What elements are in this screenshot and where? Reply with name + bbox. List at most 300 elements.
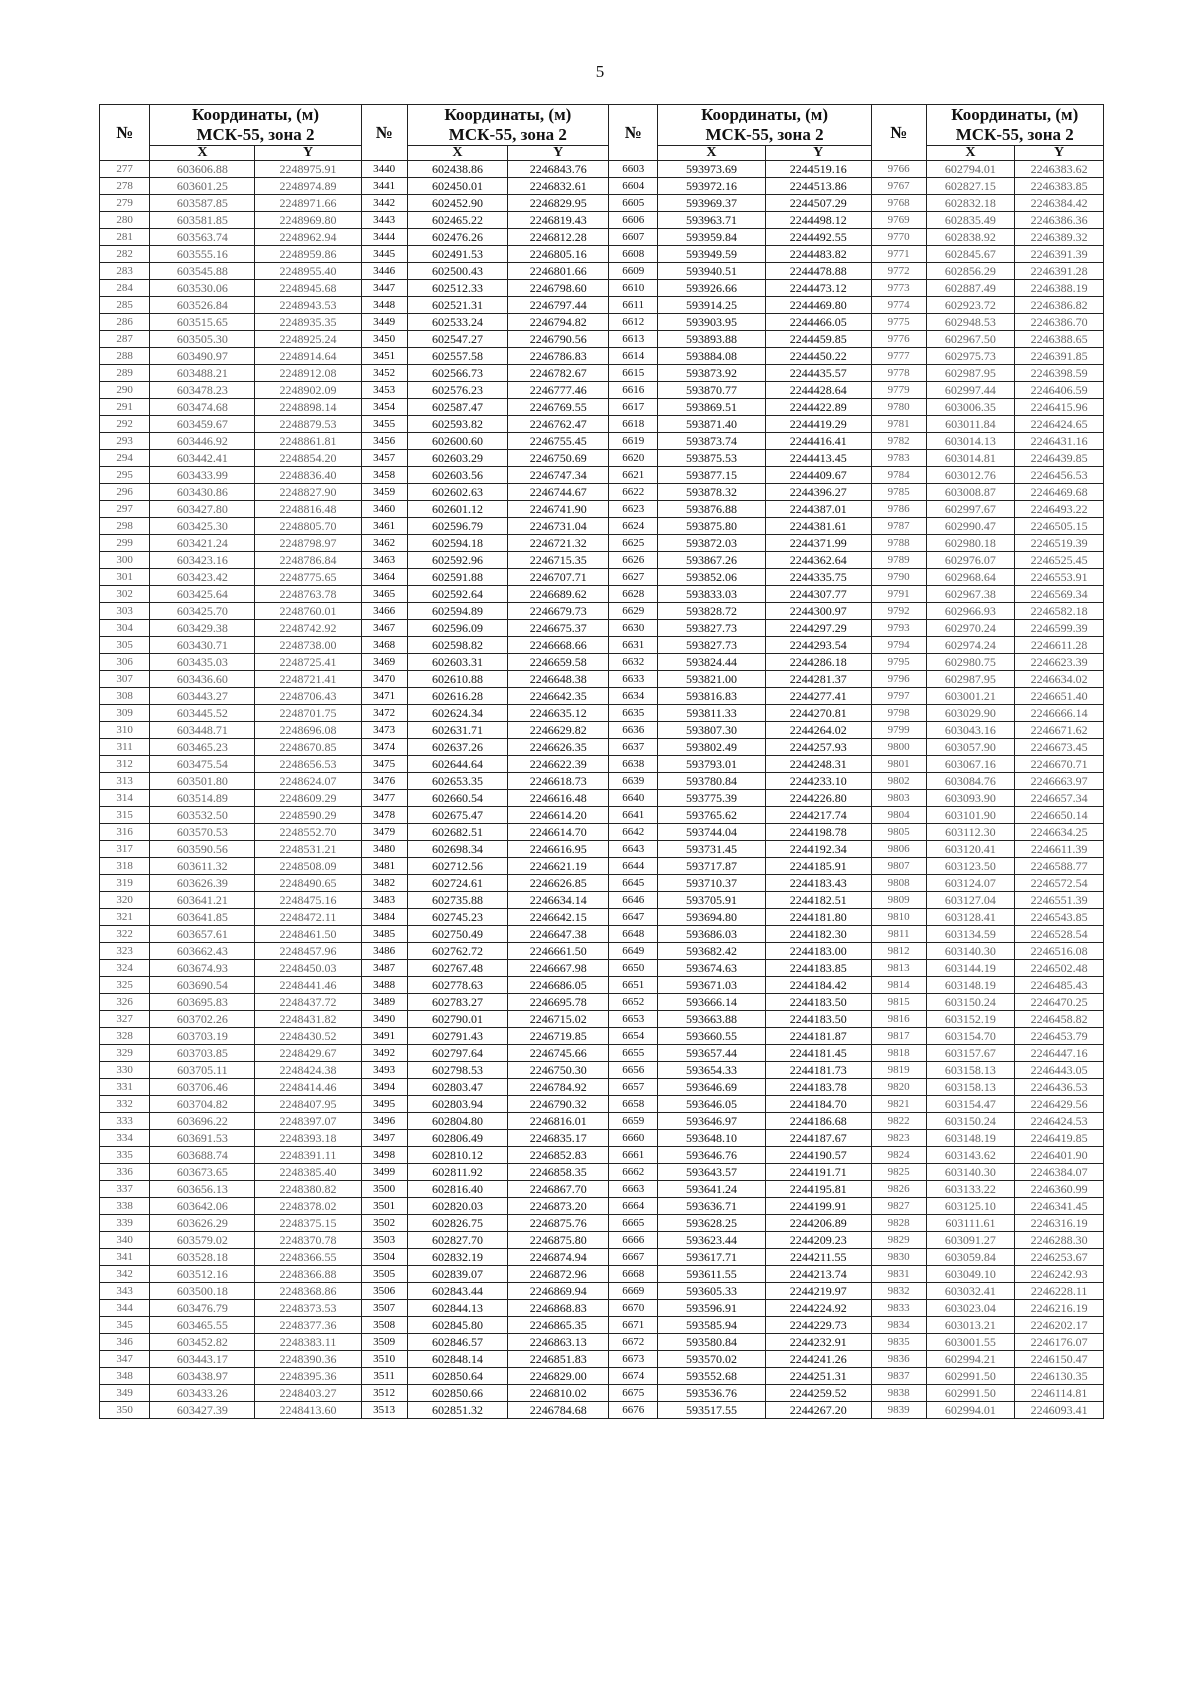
x-coordinate: 603128.41 [926,909,1015,926]
x-coordinate: 603430.71 [150,637,255,654]
y-coordinate: 2246401.90 [1015,1147,1104,1164]
x-coordinate: 602547.27 [407,331,508,348]
coord-header [658,105,871,146]
point-number: 6636 [609,722,658,739]
y-coordinate: 2248375.15 [255,1215,361,1232]
y-coordinate: 2244191.71 [765,1164,871,1181]
x-coordinate: 602804.80 [407,1113,508,1130]
point-number: 6666 [609,1232,658,1249]
y-coordinate: 2246667.98 [508,960,609,977]
point-number: 6672 [609,1334,658,1351]
y-coordinate: 2246647.38 [508,926,609,943]
y-coordinate: 2248457.96 [255,943,361,960]
y-coordinate: 2246386.82 [1015,297,1104,314]
point-number: 6661 [609,1147,658,1164]
axis-header-row [100,146,1104,161]
point-number: 9836 [871,1351,926,1368]
y-coordinate: 2246621.19 [508,858,609,875]
x-coordinate: 602791.43 [407,1028,508,1045]
point-number: 317 [100,841,150,858]
y-coordinate: 2244466.05 [765,314,871,331]
x-coordinate: 593852.06 [658,569,765,586]
point-number: 6621 [609,467,658,484]
point-number: 9812 [871,943,926,960]
point-number: 9801 [871,756,926,773]
x-coordinate: 602843.44 [407,1283,508,1300]
point-number: 3501 [361,1198,407,1215]
y-coordinate: 2248441.46 [255,977,361,994]
x-coordinate: 602745.23 [407,909,508,926]
x-coordinate: 593552.68 [658,1368,765,1385]
x-coordinate: 593671.03 [658,977,765,994]
y-coordinate: 2248590.29 [255,807,361,824]
x-coordinate: 603703.19 [150,1028,255,1045]
y-coordinate: 2244183.50 [765,1011,871,1028]
x-coordinate: 603581.85 [150,212,255,229]
x-coordinate: 593875.80 [658,518,765,535]
point-number: 279 [100,195,150,212]
point-number: 3461 [361,518,407,535]
x-coordinate: 603430.86 [150,484,255,501]
table-row [100,1011,1104,1028]
x-coordinate: 602832.18 [926,195,1015,212]
point-number: 3490 [361,1011,407,1028]
x-coordinate: 602778.63 [407,977,508,994]
point-number: 3441 [361,178,407,195]
y-coordinate: 2244187.67 [765,1130,871,1147]
x-coordinate: 602844.13 [407,1300,508,1317]
x-coordinate: 603696.22 [150,1113,255,1130]
point-number: 9803 [871,790,926,807]
x-coordinate: 602587.47 [407,399,508,416]
table-row [100,807,1104,824]
x-coordinate: 603465.55 [150,1317,255,1334]
point-number: 6654 [609,1028,658,1045]
point-number: 3497 [361,1130,407,1147]
table-row [100,1300,1104,1317]
x-coordinate: 602987.95 [926,365,1015,382]
point-number: 6648 [609,926,658,943]
y-coordinate: 2248395.36 [255,1368,361,1385]
y-coordinate: 2248472.11 [255,909,361,926]
y-coordinate: 2246745.66 [508,1045,609,1062]
x-coordinate: 602675.47 [407,807,508,824]
y-coordinate: 2244183.85 [765,960,871,977]
table-row [100,977,1104,994]
x-coordinate: 593873.92 [658,365,765,382]
x-header: X [150,146,255,161]
x-coordinate: 603443.27 [150,688,255,705]
point-number: 6673 [609,1351,658,1368]
table-row [100,960,1104,977]
x-coordinate: 603642.06 [150,1198,255,1215]
point-number: 6626 [609,552,658,569]
point-number: 9815 [871,994,926,1011]
point-number: 343 [100,1283,150,1300]
x-coordinate: 602491.53 [407,246,508,263]
x-coordinate: 602594.89 [407,603,508,620]
point-number: 319 [100,875,150,892]
y-coordinate: 2246622.39 [508,756,609,773]
y-coordinate: 2246741.90 [508,501,609,518]
x-coordinate: 603012.76 [926,467,1015,484]
table-row [100,416,1104,433]
point-number: 6670 [609,1300,658,1317]
x-coordinate: 602592.96 [407,552,508,569]
y-coordinate: 2246431.16 [1015,433,1104,450]
point-number: 3493 [361,1062,407,1079]
point-number: 6665 [609,1215,658,1232]
y-coordinate: 2248531.21 [255,841,361,858]
x-coordinate: 602767.48 [407,960,508,977]
point-number: 280 [100,212,150,229]
y-coordinate: 2246805.16 [508,246,609,263]
point-number: 6627 [609,569,658,586]
coord-header [926,105,1103,146]
x-coordinate: 593765.62 [658,807,765,824]
x-coordinate: 602566.73 [407,365,508,382]
y-coordinate: 2246519.39 [1015,535,1104,552]
y-coordinate: 2248429.67 [255,1045,361,1062]
y-coordinate: 2246642.35 [508,688,609,705]
x-coordinate: 603526.84 [150,297,255,314]
y-coordinate: 2244185.91 [765,858,871,875]
point-number: 9833 [871,1300,926,1317]
table-row [100,1130,1104,1147]
x-coordinate: 593869.51 [658,399,765,416]
point-number: 9818 [871,1045,926,1062]
y-coordinate: 2248945.68 [255,280,361,297]
x-coordinate: 603515.65 [150,314,255,331]
x-coordinate: 603154.70 [926,1028,1015,1045]
y-coordinate: 2246689.62 [508,586,609,603]
point-number: 6608 [609,246,658,263]
point-number: 9784 [871,467,926,484]
point-number: 9804 [871,807,926,824]
point-number: 3495 [361,1096,407,1113]
x-coordinate: 603023.04 [926,1300,1015,1317]
y-coordinate: 2244213.74 [765,1266,871,1283]
x-coordinate: 603111.61 [926,1215,1015,1232]
point-number: 6643 [609,841,658,858]
point-number: 9809 [871,892,926,909]
y-coordinate: 2244184.70 [765,1096,871,1113]
x-coordinate: 602835.49 [926,212,1015,229]
x-coordinate: 603043.16 [926,722,1015,739]
point-number: 9810 [871,909,926,926]
point-number: 3508 [361,1317,407,1334]
y-coordinate: 2248955.40 [255,263,361,280]
y-coordinate: 2246634.02 [1015,671,1104,688]
x-coordinate: 593596.91 [658,1300,765,1317]
x-coordinate: 593705.91 [658,892,765,909]
y-coordinate: 2246525.45 [1015,552,1104,569]
coord-header [150,105,361,146]
y-coordinate: 2248969.80 [255,212,361,229]
y-coordinate: 2246572.54 [1015,875,1104,892]
point-number: 6619 [609,433,658,450]
x-coordinate: 603001.21 [926,688,1015,705]
point-number: 320 [100,892,150,909]
x-coordinate: 602476.26 [407,229,508,246]
y-coordinate: 2246867.70 [508,1181,609,1198]
point-number: 325 [100,977,150,994]
x-coordinate: 593517.55 [658,1402,765,1419]
y-coordinate: 2248431.82 [255,1011,361,1028]
point-number: 6632 [609,654,658,671]
x-coordinate: 603150.24 [926,1113,1015,1130]
x-coordinate: 602735.88 [407,892,508,909]
y-coordinate: 2248775.65 [255,569,361,586]
y-coordinate: 2248393.18 [255,1130,361,1147]
y-coordinate: 2246599.39 [1015,620,1104,637]
point-number: 301 [100,569,150,586]
x-coordinate: 603124.07 [926,875,1015,892]
point-number: 284 [100,280,150,297]
point-number: 3511 [361,1368,407,1385]
point-number: 6630 [609,620,658,637]
y-coordinate: 2248490.65 [255,875,361,892]
point-number: 282 [100,246,150,263]
y-coordinate: 2244270.81 [765,705,871,722]
point-number: 347 [100,1351,150,1368]
y-coordinate: 2244519.16 [765,161,871,178]
point-number: 293 [100,433,150,450]
x-coordinate: 603442.41 [150,450,255,467]
y-coordinate: 2246797.44 [508,297,609,314]
x-coordinate: 593580.84 [658,1334,765,1351]
point-number: 3494 [361,1079,407,1096]
y-coordinate: 2246447.16 [1015,1045,1104,1062]
point-number: 6631 [609,637,658,654]
x-coordinate: 603140.30 [926,943,1015,960]
y-coordinate: 2248656.53 [255,756,361,773]
y-coordinate: 2246819.43 [508,212,609,229]
y-coordinate: 2244181.73 [765,1062,871,1079]
y-coordinate: 2248397.07 [255,1113,361,1130]
point-number: 6639 [609,773,658,790]
y-coordinate: 2246415.96 [1015,399,1104,416]
x-coordinate: 602974.24 [926,637,1015,654]
table-row [100,1232,1104,1249]
x-coordinate: 603443.17 [150,1351,255,1368]
y-coordinate: 2248552.70 [255,824,361,841]
x-coordinate: 593646.76 [658,1147,765,1164]
y-coordinate: 2246798.60 [508,280,609,297]
y-coordinate: 2248879.53 [255,416,361,433]
table-row [100,739,1104,756]
point-number: 3504 [361,1249,407,1266]
point-number: 3505 [361,1266,407,1283]
y-coordinate: 2246093.41 [1015,1402,1104,1419]
y-coordinate: 2246869.94 [508,1283,609,1300]
x-coordinate: 603500.18 [150,1283,255,1300]
x-coordinate: 602850.64 [407,1368,508,1385]
y-coordinate: 2246801.66 [508,263,609,280]
point-number: 9791 [871,586,926,603]
point-number: 6675 [609,1385,658,1402]
point-number: 3489 [361,994,407,1011]
y-coordinate: 2244183.78 [765,1079,871,1096]
y-coordinate: 2246569.34 [1015,586,1104,603]
x-coordinate: 603154.47 [926,1096,1015,1113]
x-coordinate: 593871.40 [658,416,765,433]
point-number: 321 [100,909,150,926]
x-coordinate: 602827.15 [926,178,1015,195]
table-row [100,399,1104,416]
x-coordinate: 602698.34 [407,841,508,858]
point-number: 9816 [871,1011,926,1028]
x-coordinate: 602601.12 [407,501,508,518]
point-number: 294 [100,450,150,467]
y-coordinate: 2246790.56 [508,331,609,348]
point-number: 6674 [609,1368,658,1385]
y-coordinate: 2244483.82 [765,246,871,263]
table-row [100,552,1104,569]
x-coordinate: 603148.19 [926,977,1015,994]
table-row [100,943,1104,960]
x-coordinate: 593793.01 [658,756,765,773]
x-coordinate: 593963.71 [658,212,765,229]
y-header: Y [1015,146,1104,161]
x-coordinate: 602838.92 [926,229,1015,246]
x-coordinate: 602851.32 [407,1402,508,1419]
x-coordinate: 603601.25 [150,178,255,195]
point-number: 289 [100,365,150,382]
point-number: 3480 [361,841,407,858]
point-number: 337 [100,1181,150,1198]
y-coordinate: 2246469.68 [1015,484,1104,501]
x-coordinate: 603474.68 [150,399,255,416]
point-number: 9783 [871,450,926,467]
y-coordinate: 2246505.15 [1015,518,1104,535]
x-coordinate: 593682.42 [658,943,765,960]
point-number: 341 [100,1249,150,1266]
x-coordinate: 602750.49 [407,926,508,943]
x-coordinate: 593585.94 [658,1317,765,1334]
y-coordinate: 2248403.27 [255,1385,361,1402]
x-coordinate: 593816.83 [658,688,765,705]
y-coordinate: 2244419.29 [765,416,871,433]
y-coordinate: 2248624.07 [255,773,361,790]
y-coordinate: 2246406.59 [1015,382,1104,399]
point-number: 3444 [361,229,407,246]
point-number: 349 [100,1385,150,1402]
x-coordinate: 603448.71 [150,722,255,739]
x-coordinate: 602798.53 [407,1062,508,1079]
x-coordinate: 603127.04 [926,892,1015,909]
x-coordinate: 602966.93 [926,603,1015,620]
x-coordinate: 603423.16 [150,552,255,569]
point-number: 6611 [609,297,658,314]
point-number: 9805 [871,824,926,841]
x-coordinate: 602624.34 [407,705,508,722]
y-coordinate: 2244181.80 [765,909,871,926]
x-coordinate: 602810.12 [407,1147,508,1164]
x-coordinate: 602845.67 [926,246,1015,263]
y-coordinate: 2246616.48 [508,790,609,807]
point-number: 290 [100,382,150,399]
table-row [100,331,1104,348]
point-number: 3507 [361,1300,407,1317]
y-coordinate: 2246288.30 [1015,1232,1104,1249]
x-coordinate: 603606.88 [150,161,255,178]
y-coordinate: 2248407.95 [255,1096,361,1113]
y-coordinate: 2246852.83 [508,1147,609,1164]
x-coordinate: 593926.66 [658,280,765,297]
point-number: 6664 [609,1198,658,1215]
point-number: 3512 [361,1385,407,1402]
table-row [100,722,1104,739]
point-number: 9785 [871,484,926,501]
point-number: 9831 [871,1266,926,1283]
x-coordinate: 602976.07 [926,552,1015,569]
point-number: 3460 [361,501,407,518]
point-number: 277 [100,161,150,178]
x-coordinate: 603532.50 [150,807,255,824]
table-row [100,433,1104,450]
point-number: 9824 [871,1147,926,1164]
x-coordinate: 602576.23 [407,382,508,399]
y-coordinate: 2246829.00 [508,1368,609,1385]
point-number: 6655 [609,1045,658,1062]
y-coordinate: 2246750.69 [508,450,609,467]
y-coordinate: 2244192.34 [765,841,871,858]
y-coordinate: 2246634.25 [1015,824,1104,841]
y-coordinate: 2248370.78 [255,1232,361,1249]
x-coordinate: 603703.85 [150,1045,255,1062]
x-coordinate: 593646.69 [658,1079,765,1096]
x-coordinate: 593821.00 [658,671,765,688]
x-coordinate: 602811.92 [407,1164,508,1181]
point-number: 346 [100,1334,150,1351]
point-number: 9768 [871,195,926,212]
table-row [100,1045,1104,1062]
table-row [100,1402,1104,1419]
x-coordinate: 593731.45 [658,841,765,858]
x-coordinate: 603512.16 [150,1266,255,1283]
point-number: 3487 [361,960,407,977]
x-coordinate: 593674.63 [658,960,765,977]
point-number: 6653 [609,1011,658,1028]
y-coordinate: 2246744.67 [508,484,609,501]
y-coordinate: 2248413.60 [255,1402,361,1419]
y-coordinate: 2246812.28 [508,229,609,246]
x-coordinate: 602797.64 [407,1045,508,1062]
x-coordinate: 593827.73 [658,620,765,637]
y-coordinate: 2244409.67 [765,467,871,484]
y-coordinate: 2246670.71 [1015,756,1104,773]
y-coordinate: 2244478.88 [765,263,871,280]
point-number: 9839 [871,1402,926,1419]
x-coordinate: 602610.88 [407,671,508,688]
table-row [100,365,1104,382]
point-number: 281 [100,229,150,246]
point-number: 297 [100,501,150,518]
x-coordinate: 603505.30 [150,331,255,348]
x-header: X [407,146,508,161]
point-number: 6637 [609,739,658,756]
y-coordinate: 2246588.77 [1015,858,1104,875]
x-coordinate: 603032.41 [926,1283,1015,1300]
y-coordinate: 2246388.19 [1015,280,1104,297]
table-row [100,586,1104,603]
x-coordinate: 602970.24 [926,620,1015,637]
point-number: 6604 [609,178,658,195]
y-coordinate: 2248925.24 [255,331,361,348]
y-coordinate: 2246316.19 [1015,1215,1104,1232]
y-coordinate: 2248385.40 [255,1164,361,1181]
